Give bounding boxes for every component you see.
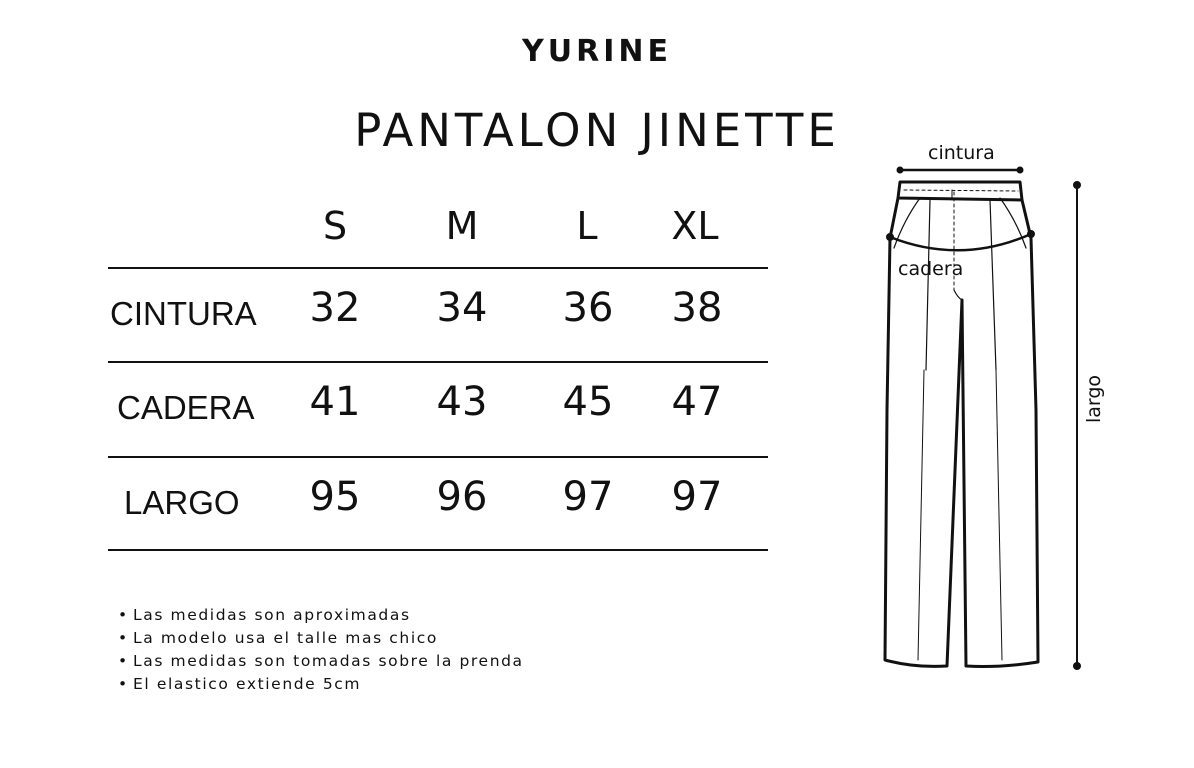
cell-cadera-s: 41 — [309, 379, 361, 425]
hip-label: cadera — [898, 258, 964, 280]
row-label-largo: LARGO — [124, 484, 240, 521]
cell-largo-m: 96 — [436, 474, 488, 520]
length-label: largo — [1083, 374, 1106, 424]
cell-largo-xl: 97 — [671, 474, 723, 520]
size-header-m: M — [445, 204, 479, 248]
cell-cadera-l: 45 — [562, 379, 614, 425]
waist-label: cintura — [928, 142, 995, 164]
size-header-s: S — [322, 204, 348, 248]
notes-list — [118, 604, 524, 696]
row-label-cintura: CINTURA — [110, 295, 257, 332]
row-label-cadera: CADERA — [117, 389, 255, 426]
table-divider — [108, 456, 768, 458]
list-item: • Las medidas son aproximadas — [118, 604, 524, 627]
cell-cintura-m: 34 — [436, 285, 488, 331]
table-divider — [108, 267, 768, 269]
cell-cadera-xl: 47 — [671, 379, 723, 425]
cell-cintura-xl: 38 — [671, 285, 723, 331]
cell-cintura-l: 36 — [562, 285, 614, 331]
cell-largo-s: 95 — [309, 474, 361, 520]
cell-cadera-m: 43 — [436, 379, 488, 425]
list-item: • La modelo usa el talle mas chico — [118, 627, 524, 650]
list-item: • Las medidas son tomadas sobre la prenda — [118, 650, 524, 673]
table-divider — [108, 361, 768, 363]
brand-logo: YURINE — [522, 34, 672, 69]
table-divider — [108, 549, 768, 551]
size-header-xl: XL — [671, 204, 719, 248]
size-header-l: L — [576, 204, 598, 248]
cell-cintura-s: 32 — [309, 285, 361, 331]
cell-largo-l: 97 — [562, 474, 614, 520]
page-title: PANTALON JINETTE — [354, 104, 840, 157]
list-item: • El elastico extiende 5cm — [118, 673, 524, 696]
